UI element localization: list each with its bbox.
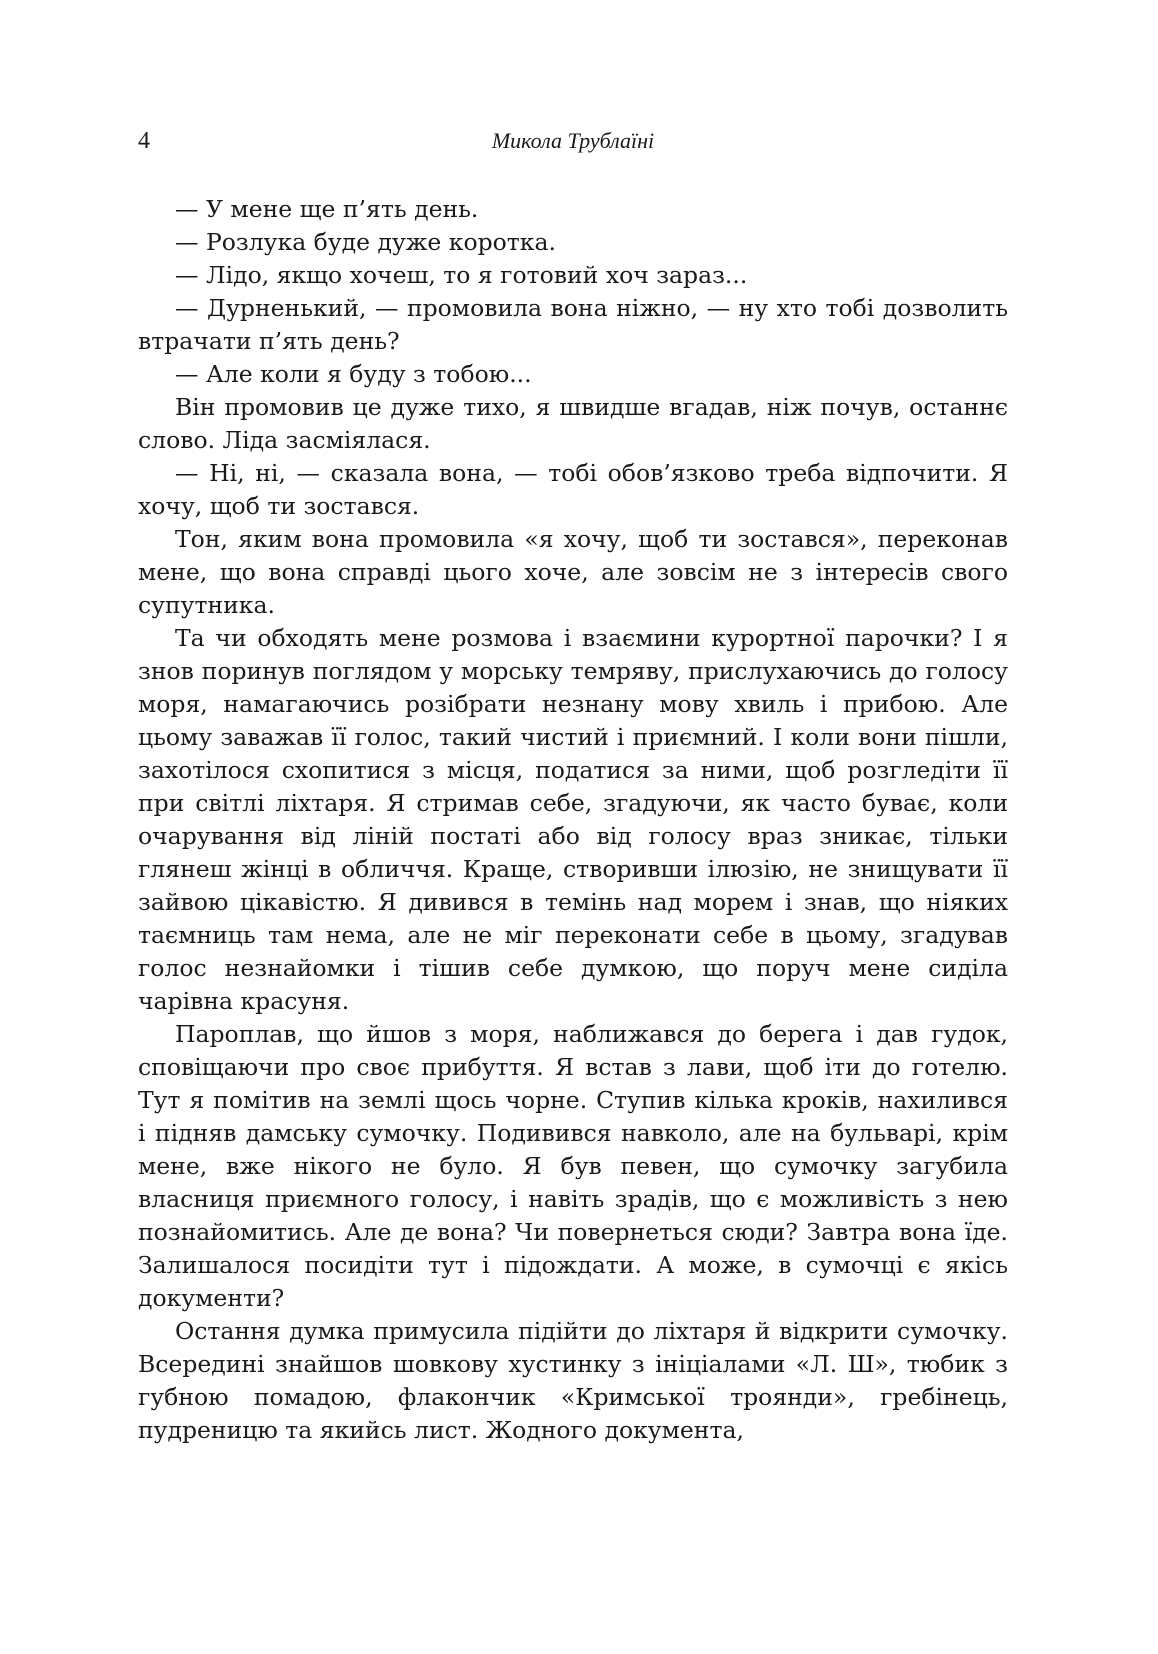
paragraph: Пароплав, що йшов з моря, наближався до берега і дав гудок, сповіщаючи про своє прибуття. Я встав з лави, щоб іти до готелю. Тут я помітив на землі щось чорне. Ступив кілька кроків, нахилився і підняв дамську сумочку. Подивився навколо, але на бульварі, крім мене, вже нікого не було. Я був певен, що сумочку загубила власниця приємного голосу, і навіть зрадів, що є можливість з нею познайомитись. Але де вона? Чи повернеться сюди? Завтра вона їде. Залишалося посидіти тут і підождати. А може, в сумочці є якісь документи? [138,1020,1008,1312]
paragraph: Остання думка примусила підійти до ліхтаря й відкрити сумочку. Всередині знайшов шовкову хустинку з ініціалами «Л. Ш», тюбик з губною помадою, флакончик «Кримської троянди», гребінець, пудреницю та якийсь лист. Жодного документа, [138,1317,1008,1444]
paragraph: — Дурненький, — промовила вона ніжно, — ну хто тобі дозволить втрачати п’ять день? [138,294,1008,355]
paragraph: Він промовив це дуже тихо, я швидше вгадав, ніж почув, останнє слово. Ліда засміялася. [138,393,1008,454]
paragraph: — У мене ще п’ять день. [175,195,479,223]
paragraph: — Але коли я буду з тобою... [175,360,532,388]
paragraph: Тон, яким вона промовила «я хочу, щоб ти зостався», переконав мене, що вона справді цього хоче, але зовсім не з інтересів свого супутника. [138,525,1008,619]
paragraph: Та чи обходять мене розмова і взаємини курортної парочки? І я знов поринув поглядом у морську темряву, прислухаючись до голосу моря, намагаючись розібрати незнану мову хвиль і прибою. Але цьому заважав її голос, такий чистий і приємний. І коли вони пішли, захотілося схопитися з місця, податися за ними, щоб розгледіти її при світлі ліхтаря. Я стримав себе, згадуючи, як часто буває, коли очарування від ліній постаті або від голосу враз зникає, тільки глянеш жінці в обличчя. Краще, створивши ілюзію, не знищувати її зайвою цікавістю. Я дивився в темінь над морем і знав, що ніяких таємниць там нема, але не міг переконати себе в цьому, згадував голос незнайомки і тішив себе думкою, що поруч мене сиділа чарівна красуня. [138,624,1008,1015]
paragraph: — Ні, ні, — сказала вона, — тобі обов’язково треба відпочити. Я хочу, щоб ти зостався. [138,459,1008,520]
paragraph: — Лідо, якщо хочеш, то я готовий хоч зараз... [175,261,748,289]
running-title: Микола Трублаїні [491,128,655,153]
page-number: 4 [138,128,150,154]
paragraph: — Розлука буде дуже коротка. [175,228,556,256]
body-text [138,193,1008,1447]
page-header [138,128,1008,168]
